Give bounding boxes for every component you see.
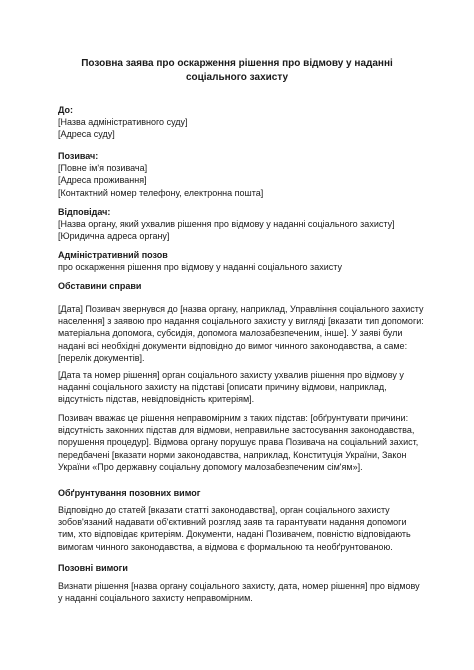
claims-paragraph: Визнати рішення [назва органу соціального захисту, дата, номер рішення] про відмову у наданні соціального захисту неправомірним. (58, 581, 420, 604)
defendant-address-line: [Юридична адреса органу] (58, 231, 170, 242)
claim-type-section (58, 249, 428, 273)
circumstances-heading: Обставини справи (58, 281, 142, 291)
plaintiff-contact-line: [Контактний номер телефону, електронна пошта] (58, 187, 264, 198)
court-name-line: [Назва адміністративного суду] (58, 117, 188, 128)
to-section (58, 104, 428, 141)
claims-heading: Позовні вимоги (58, 563, 128, 573)
claim-type-line: про оскарження рішення про відмову у наданні соціального захисту (58, 262, 342, 273)
justification-heading: Обґрунтування позовних вимог (58, 488, 201, 498)
defendant-section (58, 206, 428, 243)
to-heading: До: (58, 105, 74, 115)
plaintiff-section (58, 150, 428, 199)
plaintiff-heading: Позивач: (58, 151, 99, 161)
defendant-heading: Відповідач: (58, 207, 111, 217)
circumstances-paragraph-1: [Дата] Позивач звернувся до [назва органу, наприклад, Управління соціального захисту населення] з заявою про надання соціального захисту у вигляді [вказати тип допомоги: матеріальна допомога, субсидія, допомога малозабезпеченим, інше]. У заяві були надані всі необхідні документи відповідно до вимог чинного законодавства, а саме: [перелік документів]. (58, 304, 424, 363)
circumstances-paragraph-2: [Дата та номер рішення] орган соціального захисту ухвалив рішення про відмову у наданні соціального захисту на підставі [описати причину відмови, наприклад, відсутність підстав, невідповідність критеріям]. (58, 370, 404, 405)
document-title: Позовна заява про оскарження рішення про відмову у наданні соціального захисту (81, 58, 393, 83)
defendant-name-line: [Назва органу, який ухвалив рішення про відмову у наданні соціального захисту] (58, 219, 395, 230)
claim-type-heading: Адміністративний позов (58, 250, 168, 260)
plaintiff-name-line: [Повне ім'я позивача] (58, 163, 148, 174)
justification-paragraph: Відповідно до статей [вказати статті законодавства], орган соціального захисту зобов'язаний надавати об'єктивний розгляд заяв та гарантувати надання допомоги тим, хто відповідає критеріям. Документи, надані Позивачем, повністю відповідають вимогам чинного законодавства, а відмова є формальною та необґрунтованою. (58, 505, 411, 552)
court-address-line: [Адреса суду] (58, 129, 115, 140)
plaintiff-address-line: [Адреса проживання] (58, 175, 147, 186)
circumstances-paragraph-3: Позивач вважає це рішення неправомірним з таких підстав: [обґрунтувати причини: відсутність законних підстав для відмови, неправильне застосування законодавства, порушення процедур]. Відмова органу порушує права Позивача на соціальний захист, передбачені [вказати норми законодавства, наприклад, Конституція України, Закон України «Про державну соціальну допомогу малозабезпеченим сім'ям»]. (58, 413, 419, 472)
